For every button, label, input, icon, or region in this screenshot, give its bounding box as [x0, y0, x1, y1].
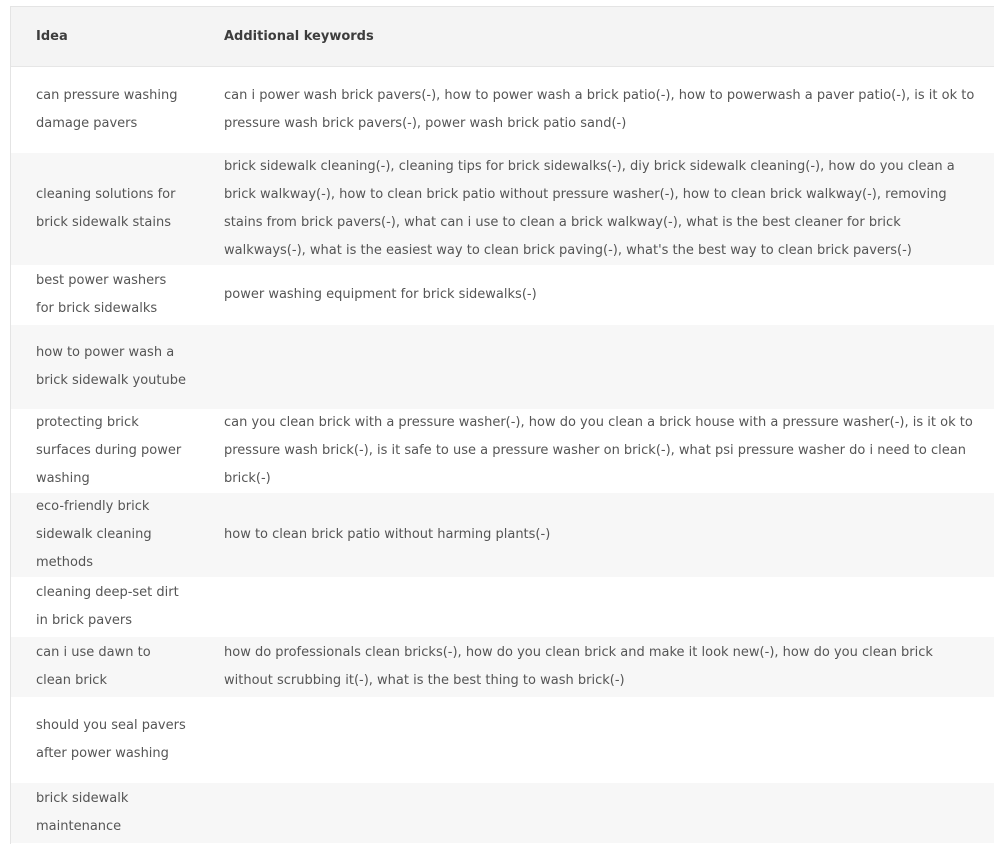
idea-cell: can i use dawn to clean brick: [36, 644, 151, 688]
idea-cell: eco-friendly brick sidewalk cleaning methods: [36, 498, 152, 570]
table-row: [11, 783, 994, 843]
table-row: [11, 325, 994, 409]
keywords-cell: how to clean brick patio without harming plants(-): [224, 526, 551, 542]
keyword-ideas-table: [10, 6, 994, 844]
keywords-cell: power washing equipment for brick sidewalks(-): [224, 286, 537, 302]
table-row: [11, 409, 994, 493]
table-row: [11, 67, 994, 153]
table-row: [11, 153, 994, 265]
keywords-cell: [198, 325, 994, 409]
keywords-cell: [198, 697, 994, 783]
table-row: [11, 493, 994, 577]
keywords-cell: brick sidewalk cleaning(-), cleaning tips for brick sidewalks(-), diy brick sidewalk cleaning(-), how do you clean a brick walkway(-), how to clean brick patio without pressure washer(-), how to clean brick walkway(-), removing stains from brick pavers(-), what can i use to clean a brick walkway(-), what is the best cleaner for brick walkways(-), what is the easiest way to clean brick paving(-), what's the best way to clean brick pavers(-): [224, 158, 955, 258]
idea-cell: how to power wash a brick sidewalk youtube: [36, 344, 186, 388]
table-row: [11, 697, 994, 783]
idea-cell: brick sidewalk maintenance: [36, 790, 129, 834]
table-row: [11, 577, 994, 637]
table-header: [11, 7, 994, 67]
idea-cell: protecting brick surfaces during power washing: [36, 414, 182, 486]
keywords-cell: [198, 783, 994, 843]
table-row: [11, 637, 994, 697]
keywords-cell: [198, 577, 994, 637]
ideas-table: [11, 7, 994, 843]
keywords-cell: can i power wash brick pavers(-), how to power wash a brick patio(-), how to powerwash a paver patio(-), is it ok to pressure wash brick pavers(-), power wash brick patio sand(-): [224, 87, 975, 131]
idea-cell: cleaning deep-set dirt in brick pavers: [36, 584, 179, 628]
header-row: [11, 7, 994, 67]
idea-cell: should you seal pavers after power washing: [36, 717, 186, 761]
additional-keywords-column-header[interactable]: Additional keywords: [198, 7, 994, 67]
idea-cell: can pressure washing damage pavers: [36, 87, 178, 131]
keywords-cell: can you clean brick with a pressure washer(-), how do you clean a brick house with a pressure washer(-), is it ok to pressure wash brick(-), is it safe to use a pressure washer on brick(-), what psi pressure washer do i need to clean brick(-): [224, 414, 973, 486]
table-body: [11, 67, 994, 843]
table-row: [11, 265, 994, 325]
idea-column-header[interactable]: Idea: [11, 7, 198, 67]
idea-cell: best power washers for brick sidewalks: [36, 272, 167, 316]
keywords-cell: how do professionals clean bricks(-), how do you clean brick and make it look new(-), how do you clean brick without scrubbing it(-), what is the best thing to wash brick(-): [224, 644, 933, 688]
idea-cell: cleaning solutions for brick sidewalk stains: [36, 186, 176, 230]
